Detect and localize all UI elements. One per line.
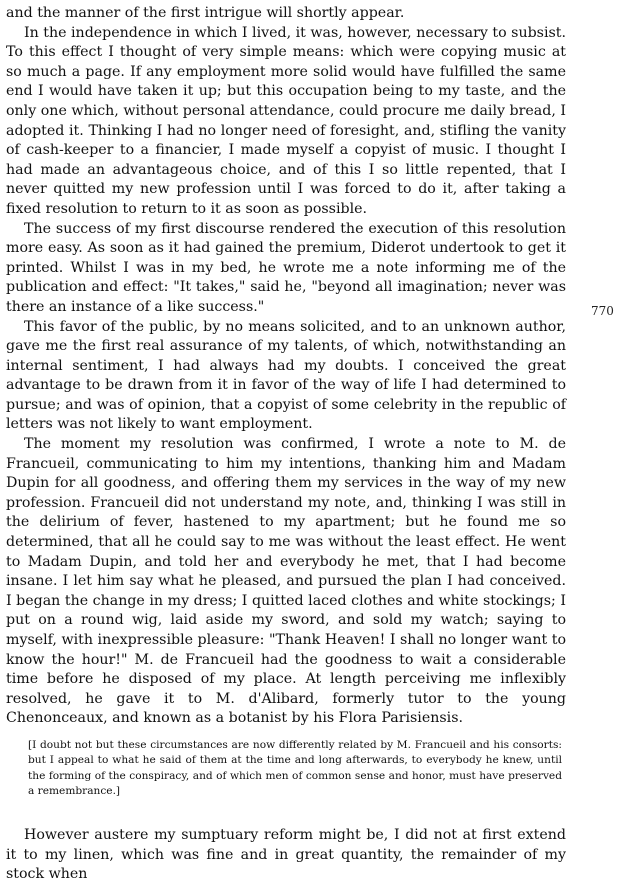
paragraph-resolution: The moment my resolution was confirmed, I wrote a note to M. de Francueil, communicating to him my intentions, thanking him and Madam Dupin for all goodness, and offering them my services in the way of my new profession. Francueil did not understand my note, and, thinking I was still in the delirium of fever, hastened to my apartment; but he found me so determined, that all he could say to me was without the least effect. He went to Madam Dupin, and told her and everybody he met, that I had become insane. I let him say what he pleased, and pursued the plan I had conceived. I began the change in my dress; I quitted laced clothes and white stockings; I put on a round wig, laid aside my sword, and sold my watch; saying to myself, with inexpressible pleasure: "Thank Heaven! I shall no longer want to know the hour!" M. de Francueil had the goodness to wait a considerable time before he disposed of my place. At length perceiving me inflexibly resolved, he gave it to M. d'Alibard, formerly tutor to the young Chenonceaux, and known as a botanist by his Flora Parisiensis. (6, 436, 566, 727)
footnote: [I doubt not but these circumstances are now differently related by M. Francueil and his consorts: but I appeal to what he said of them at the time and long afterwards, to everybody he knew, until the forming of the conspiracy, and of which men of common sense and honor, must have preserved a remembrance.] (28, 738, 562, 798)
paragraph-success: The success of my first discourse rendered the execution of this resolution more easy. As soon as it had gained the premium, Diderot undertook to get it printed. Whilst I was in my bed, he wrote me a note informing me of the publication and effect: "It takes," said he, "beyond all imagination; never was there an instance of a like success." (6, 220, 566, 315)
paragraph-independence: In the independence in which I lived, it was, however, necessary to subsist. To this effect I thought of very simple means: which were copying music at so much a page. If any employment more solid would have fulfilled the same end I would have taken it up; but this occupation being to my taste, and the only one which, without personal attendance, could procure me daily bread, I adopted it. Thinking I had no longer need of foresight, and, stifling the vanity of cash-keeper to a financier, I made myself a copyist of music. I thought I had made an advantageous choice, and of this I so little repented, that I never quitted my new profession until I was forced to do it, after taking a fixed resolution to return to it as soon as possible. (6, 24, 566, 217)
paragraph-sumptuary-reform: However austere my sumptuary reform might be, I did not at first extend it to my linen, which was fine and in great quantity, the remainder of my stock when (6, 826, 566, 883)
page-number: 770 (591, 304, 614, 318)
paragraph-favor: This favor of the public, by no means solicited, and to an unknown author, gave me the first real assurance of my talents, of which, notwithstanding an internal sentiment, I had always had my doubts. I conceived the great advantage to be drawn from it in favor of the way of life I had determined to pursue; and was of opinion, that a copyist of some celebrity in the republic of letters was not likely to want employment. (6, 318, 566, 433)
body-text (6, 4, 566, 885)
paragraph-continuation: and the manner of the first intrigue will shortly appear. (6, 5, 405, 21)
